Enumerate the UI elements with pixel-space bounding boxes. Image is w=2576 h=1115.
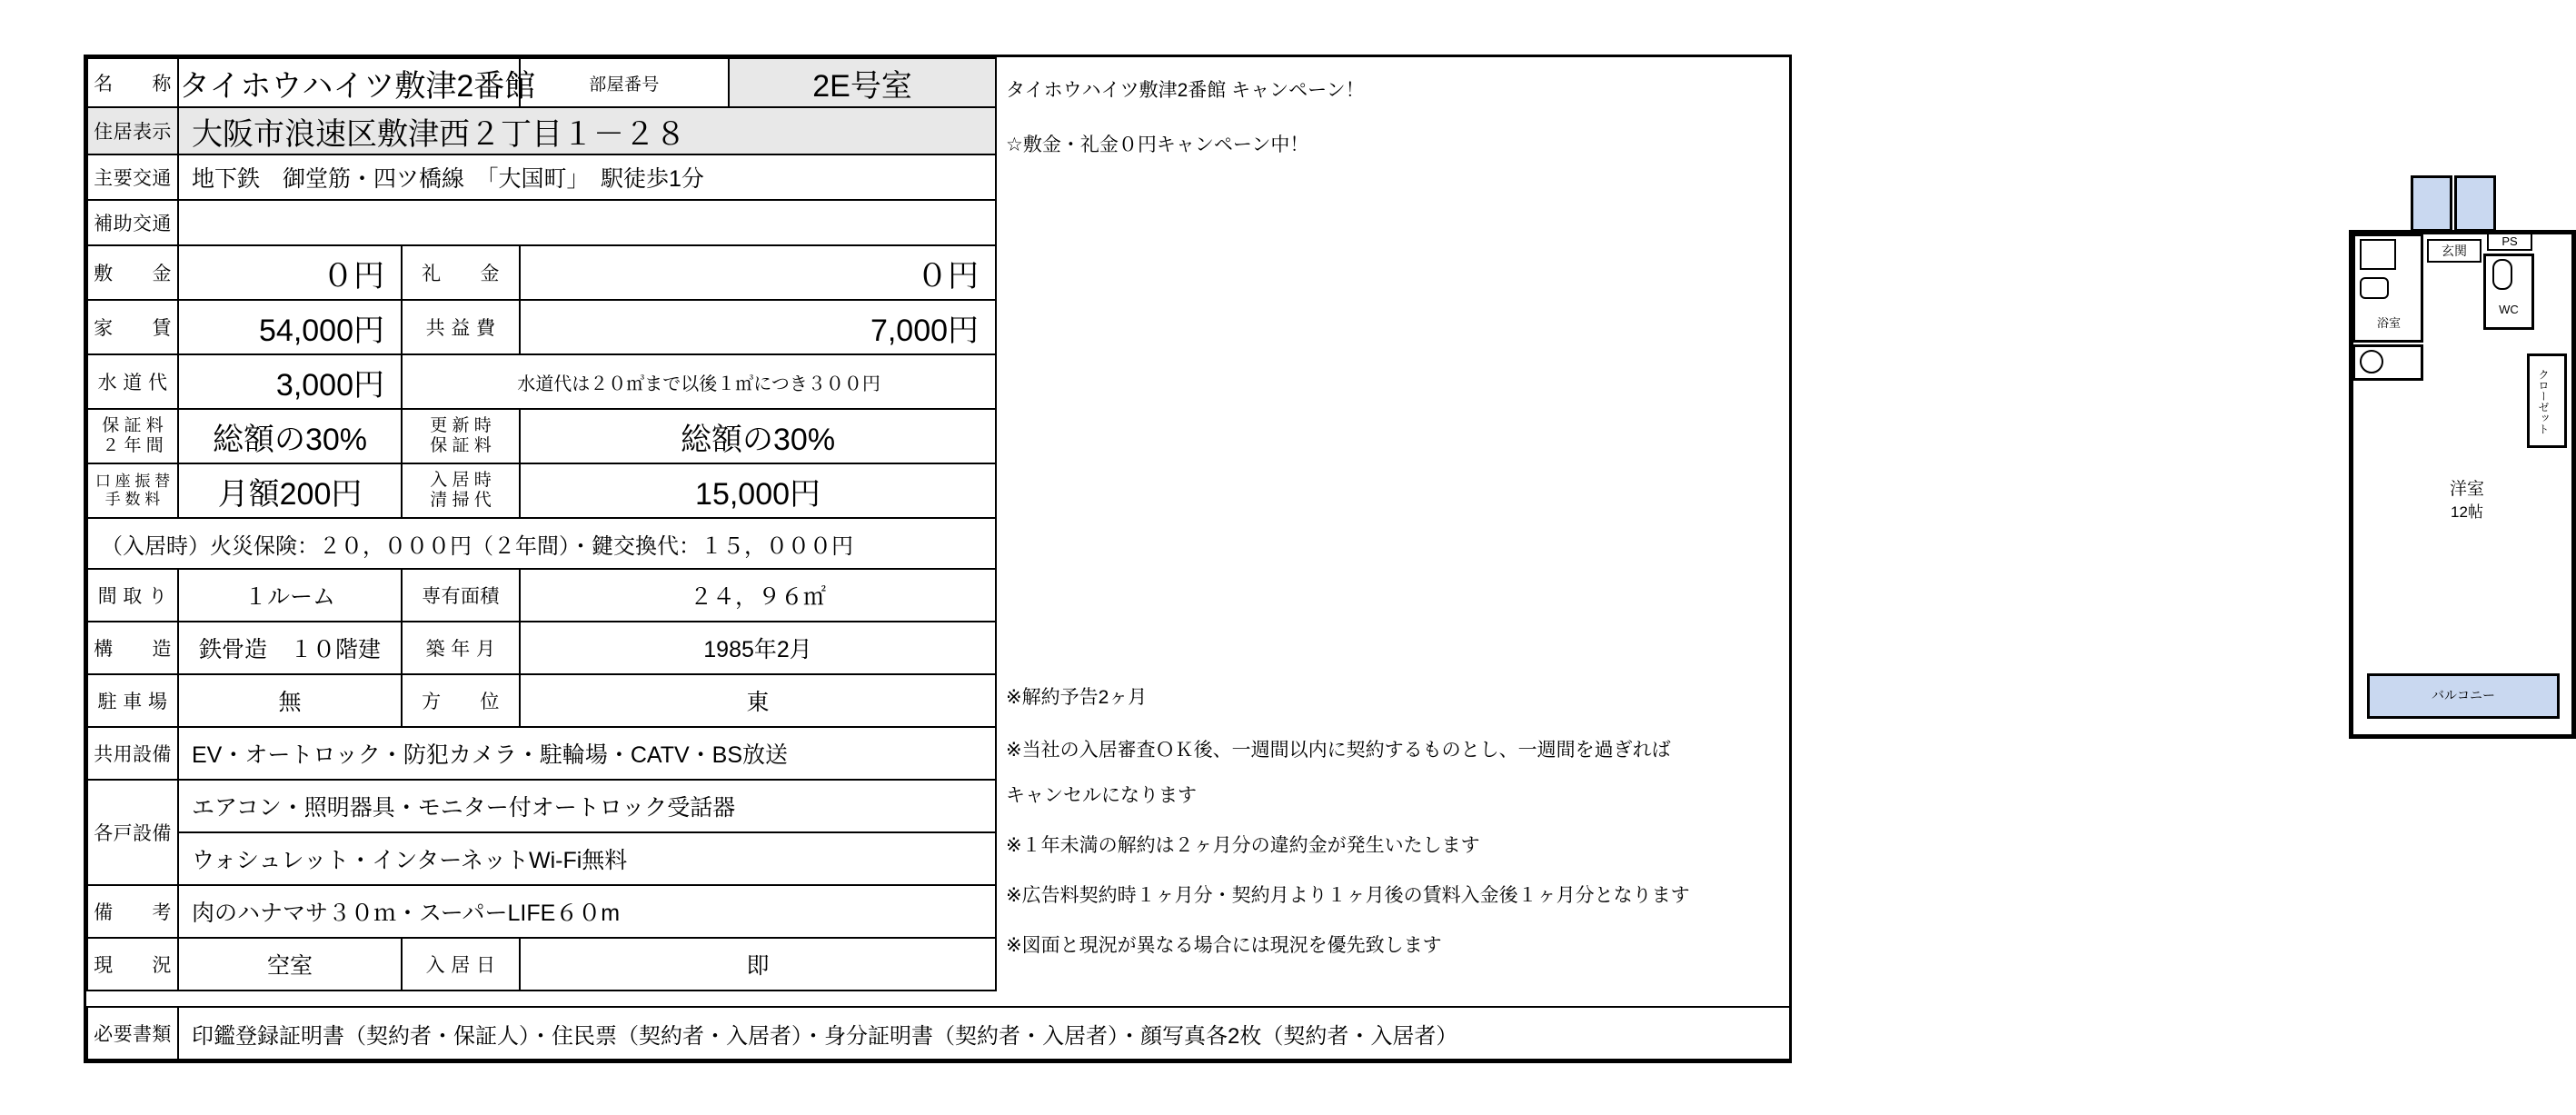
campaign-line: ☆敷金・礼金０円キャンペーン中！: [1006, 134, 1309, 155]
plan-toilet: [2492, 259, 2512, 290]
plan-room-size: 12帖: [2451, 503, 2483, 521]
built-label: 築 年 月: [402, 622, 520, 674]
note-1: ※当社の入居審査ＯＫ後、一週間以内に契約するものとし、一週間を過ぎれば: [1006, 740, 1671, 761]
table-row-guarantee: [87, 409, 996, 463]
note-3: ※１年未満の解約は２ヶ月分の違約金が発生いたします: [1006, 835, 1480, 856]
key-money-label: 礼 金: [402, 245, 520, 300]
note-4: ※広告料契約時１ヶ月分・契約月より１ヶ月後の賃料入金後１ヶ月分となります: [1006, 885, 1690, 906]
plan-ps-label: PS: [2487, 232, 2532, 251]
plan-kitchen-sink: [2360, 350, 2383, 373]
plan-room-label: 洋室: [2449, 480, 2484, 499]
parking-value: 無: [178, 674, 402, 727]
common-facilities-label: 共用設備: [87, 727, 178, 780]
table-row-structure: [87, 622, 996, 674]
right-panel: [995, 57, 2550, 1007]
table-row-unit-facilities-2: [87, 832, 996, 885]
table-row-name: [87, 58, 996, 107]
rent-value: 54,000円: [178, 300, 402, 354]
common-fee-value: 7,000円: [520, 300, 996, 354]
table-row-remarks: [87, 885, 996, 938]
property-details-table: [86, 57, 995, 991]
bank-fee-label-line1: 口 座 振 替: [94, 473, 171, 491]
deposit-label: 敷 金: [87, 245, 178, 300]
address-value: 大阪市浪速区敷津西２丁目１－２８: [178, 107, 996, 154]
table-row-common-facilities: [87, 727, 996, 780]
guarantee-label: [87, 409, 178, 463]
water-label: 水 道 代: [87, 354, 178, 409]
renew-guarantee-label-line1: 更 新 時: [430, 416, 492, 436]
movein-date-value: 即: [520, 938, 996, 991]
rent-label: 家 賃: [87, 300, 178, 354]
bank-fee-value: 月額200円: [178, 463, 402, 518]
cleaning-label-line1: 入 居 時: [430, 471, 492, 491]
table-row-deposit: [87, 245, 996, 300]
unit-facilities-value-1: エアコン・照明器具・モニター付オートロック受話器: [178, 780, 996, 832]
water-note: 水道代は２０㎥まで以後１㎥につき３００円: [402, 354, 996, 409]
floor-plan: [2349, 175, 2576, 793]
built-value: 1985年2月: [520, 622, 996, 674]
unit-facilities-label: 各戸設備: [87, 780, 178, 885]
room-no-label: 部屋番号: [520, 58, 729, 107]
table-row-sub-transit: [87, 200, 996, 245]
renew-guarantee-label: [402, 409, 520, 463]
table-row-movein-note: [87, 518, 996, 569]
guarantee-label-line2: ２ 年 間: [102, 436, 164, 455]
plan-balcony-label: バルコニー: [2432, 688, 2495, 702]
plan-bath-label: 浴室: [2376, 316, 2401, 330]
cleaning-value: 15,000円: [520, 463, 996, 518]
name-label: 名 称: [87, 58, 178, 107]
common-facilities-value: EV・オートロック・防犯カメラ・駐輪場・CATV・BS放送: [178, 727, 996, 780]
plan-entry-door-2: [2454, 175, 2496, 232]
direction-value: 東: [520, 674, 996, 727]
area-value: ２４，９６㎡: [520, 569, 996, 622]
common-fee-label: 共 益 費: [402, 300, 520, 354]
guarantee-value: 総額の30%: [178, 409, 402, 463]
unit-facilities-value-2: ウォシュレット・インターネットWi-Fi無料: [178, 832, 996, 885]
plan-closet-label: クローゼット: [2537, 369, 2550, 434]
water-value: 3,000円: [178, 354, 402, 409]
structure-value: 鉄骨造 １０階建: [178, 622, 402, 674]
deposit-value: ０円: [178, 245, 402, 300]
status-value: 空室: [178, 938, 402, 991]
direction-label: 方 位: [402, 674, 520, 727]
table-row-address: [87, 107, 996, 154]
status-label: 現 況: [87, 938, 178, 991]
table-row-bankfee: [87, 463, 996, 518]
layout-label: 間 取 り: [87, 569, 178, 622]
movein-note: （入居時）火災保険：２０，０００円（２年間）・鍵交換代：１５，０００円: [87, 518, 996, 569]
table-row-unit-facilities-1: [87, 780, 996, 832]
documents-label: 必要書類: [87, 1007, 178, 1060]
address-label: 住居表示: [87, 107, 178, 154]
main-transit-value: 地下鉄 御堂筋・四ツ橋線 「大国町」 駅徒歩1分: [178, 154, 996, 200]
table-row-main-transit: [87, 154, 996, 200]
cleaning-label: [402, 463, 520, 518]
documents-value: 印鑑登録証明書（契約者・保証人）・住民票（契約者・入居者）・身分証明書（契約者・入居者）・顔写真各2枚（契約者・入居者）: [178, 1007, 1791, 1060]
plan-genkan-label: 玄関: [2427, 239, 2482, 263]
table-row-status: [87, 938, 996, 991]
guarantee-label-line1: 保 証 料: [102, 416, 164, 436]
cleaning-label-line2: 清 掃 代: [430, 491, 492, 510]
room-no-value: 2E号室: [729, 58, 996, 107]
plan-tub: [2360, 239, 2396, 270]
sub-transit-label: 補助交通: [87, 200, 178, 245]
area-label: 専有面積: [402, 569, 520, 622]
renew-guarantee-value: 総額の30%: [520, 409, 996, 463]
table-row-parking: [87, 674, 996, 727]
remarks-label: 備 考: [87, 885, 178, 938]
renew-guarantee-label-line2: 保 証 料: [430, 436, 492, 455]
name-value: タイホウハイツ敷津2番館: [178, 58, 520, 107]
key-money-value: ０円: [520, 245, 996, 300]
note-2: キャンセルになります: [1006, 785, 1197, 806]
parking-label: 駐 車 場: [87, 674, 178, 727]
table-row-rent: [87, 300, 996, 354]
bank-fee-label: [87, 463, 178, 518]
structure-label: 構 造: [87, 622, 178, 674]
sub-transit-value: [178, 200, 996, 245]
plan-wc-label: WC: [2499, 303, 2519, 316]
layout-value: １ルーム: [178, 569, 402, 622]
plan-entry-door-1: [2411, 175, 2452, 232]
movein-date-label: 入 居 日: [402, 938, 520, 991]
bank-fee-label-line2: 手 数 料: [104, 491, 161, 508]
campaign-title: タイホウハイツ敷津2番館 キャンペーン！: [1006, 80, 1365, 101]
table-row-water: [87, 354, 996, 409]
documents-row: [86, 1006, 1792, 1060]
plan-sink: [2360, 277, 2389, 299]
note-0: ※解約予告2ヶ月: [1006, 687, 1148, 708]
main-transit-label: 主要交通: [87, 154, 178, 200]
remarks-value: 肉のハナマサ３０ｍ・スーパーLIFE６０m: [178, 885, 996, 938]
property-sheet: [84, 55, 2550, 1063]
table-row-layout: [87, 569, 996, 622]
note-5: ※図面と現況が異なる場合には現況を優先致します: [1006, 935, 1442, 956]
